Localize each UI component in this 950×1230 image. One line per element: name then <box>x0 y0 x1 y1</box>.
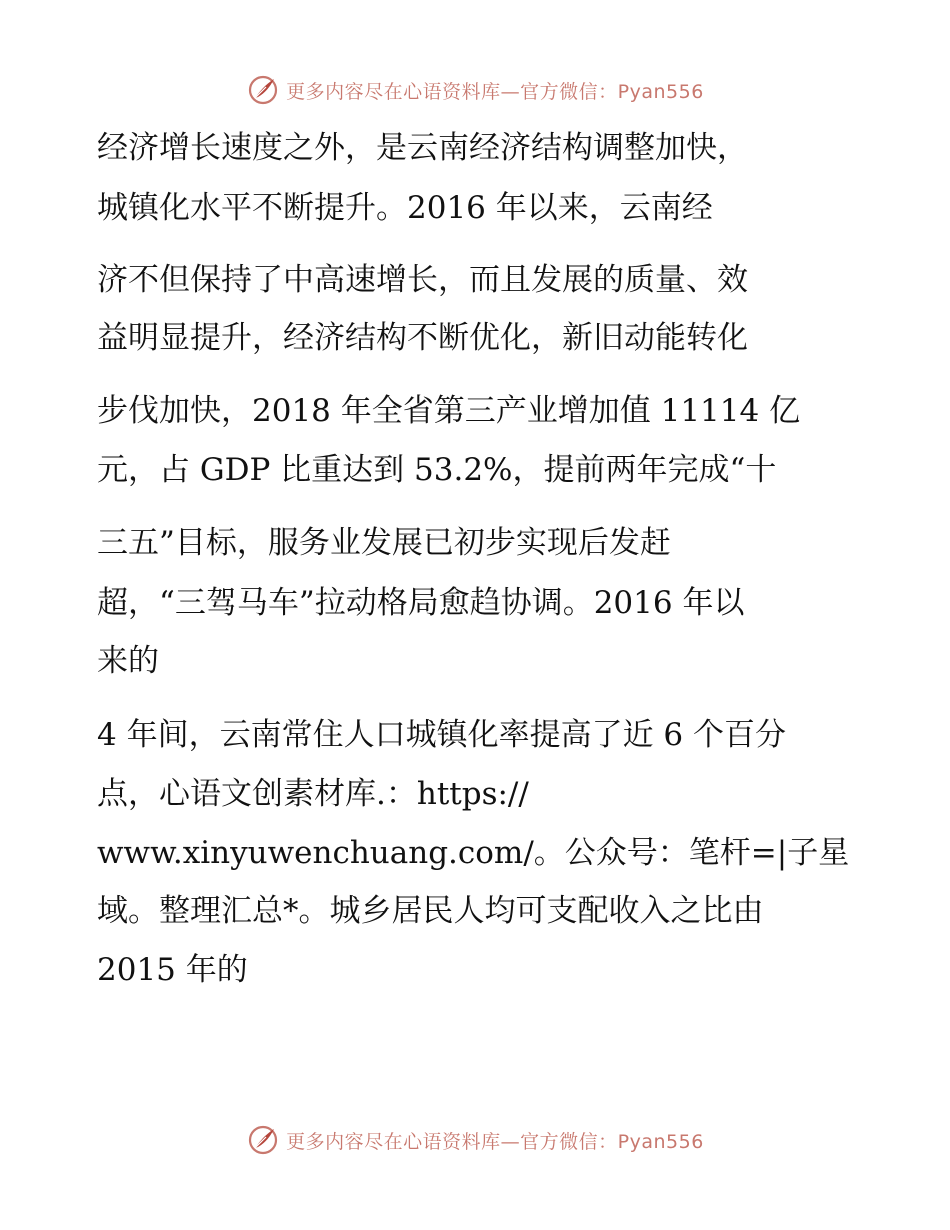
footer-brand-text: 更多内容尽在心语资料库 <box>286 1130 501 1153</box>
body-line: 点，心语文创素材库.：https:// <box>97 776 529 812</box>
body-line: 三五”目标，服务业发展已初步实现后发赶 <box>97 525 671 561</box>
footer-contact-text: 官方微信：Pyan556 <box>520 1130 704 1153</box>
header-separator: — <box>500 80 521 103</box>
body-line: 益明显提升，经济结构不断优化，新旧动能转化 <box>97 320 748 356</box>
body-line: www.xinyuwenchuang.com/。公众号：笔杆=|子星 <box>97 835 850 871</box>
body-line: 2015 年的 <box>97 952 248 988</box>
body-line: 济不但保持了中高速增长，而且发展的质量、效 <box>97 262 748 298</box>
body-line: 来的 <box>97 643 159 679</box>
body-line: 城镇化水平不断提升。2016 年以来，云南经 <box>97 190 713 226</box>
body-line: 经济增长速度之外，是云南经济结构调整加快， <box>97 130 748 166</box>
body-line: 元，占 GDP 比重达到 53.2%，提前两年完成“十 <box>97 452 777 488</box>
header-brand-text: 更多内容尽在心语资料库 <box>286 80 501 103</box>
body-line: 域。整理汇总*。城乡居民人均可支配收入之比由 <box>97 893 764 929</box>
footer-separator: — <box>500 1130 521 1153</box>
footer-watermark <box>0 1122 950 1158</box>
body-line: 超，“三驾马车”拉动格局愈趋协调。2016 年以 <box>97 585 745 621</box>
body-line: 步伐加快，2018 年全省第三产业增加值 11114 亿 <box>97 393 801 429</box>
header-contact-text: 官方微信：Pyan556 <box>520 80 704 103</box>
feather-logo-icon <box>246 1123 280 1157</box>
body-line: 4 年间，云南常住人口城镇化率提高了近 6 个百分 <box>97 717 787 753</box>
